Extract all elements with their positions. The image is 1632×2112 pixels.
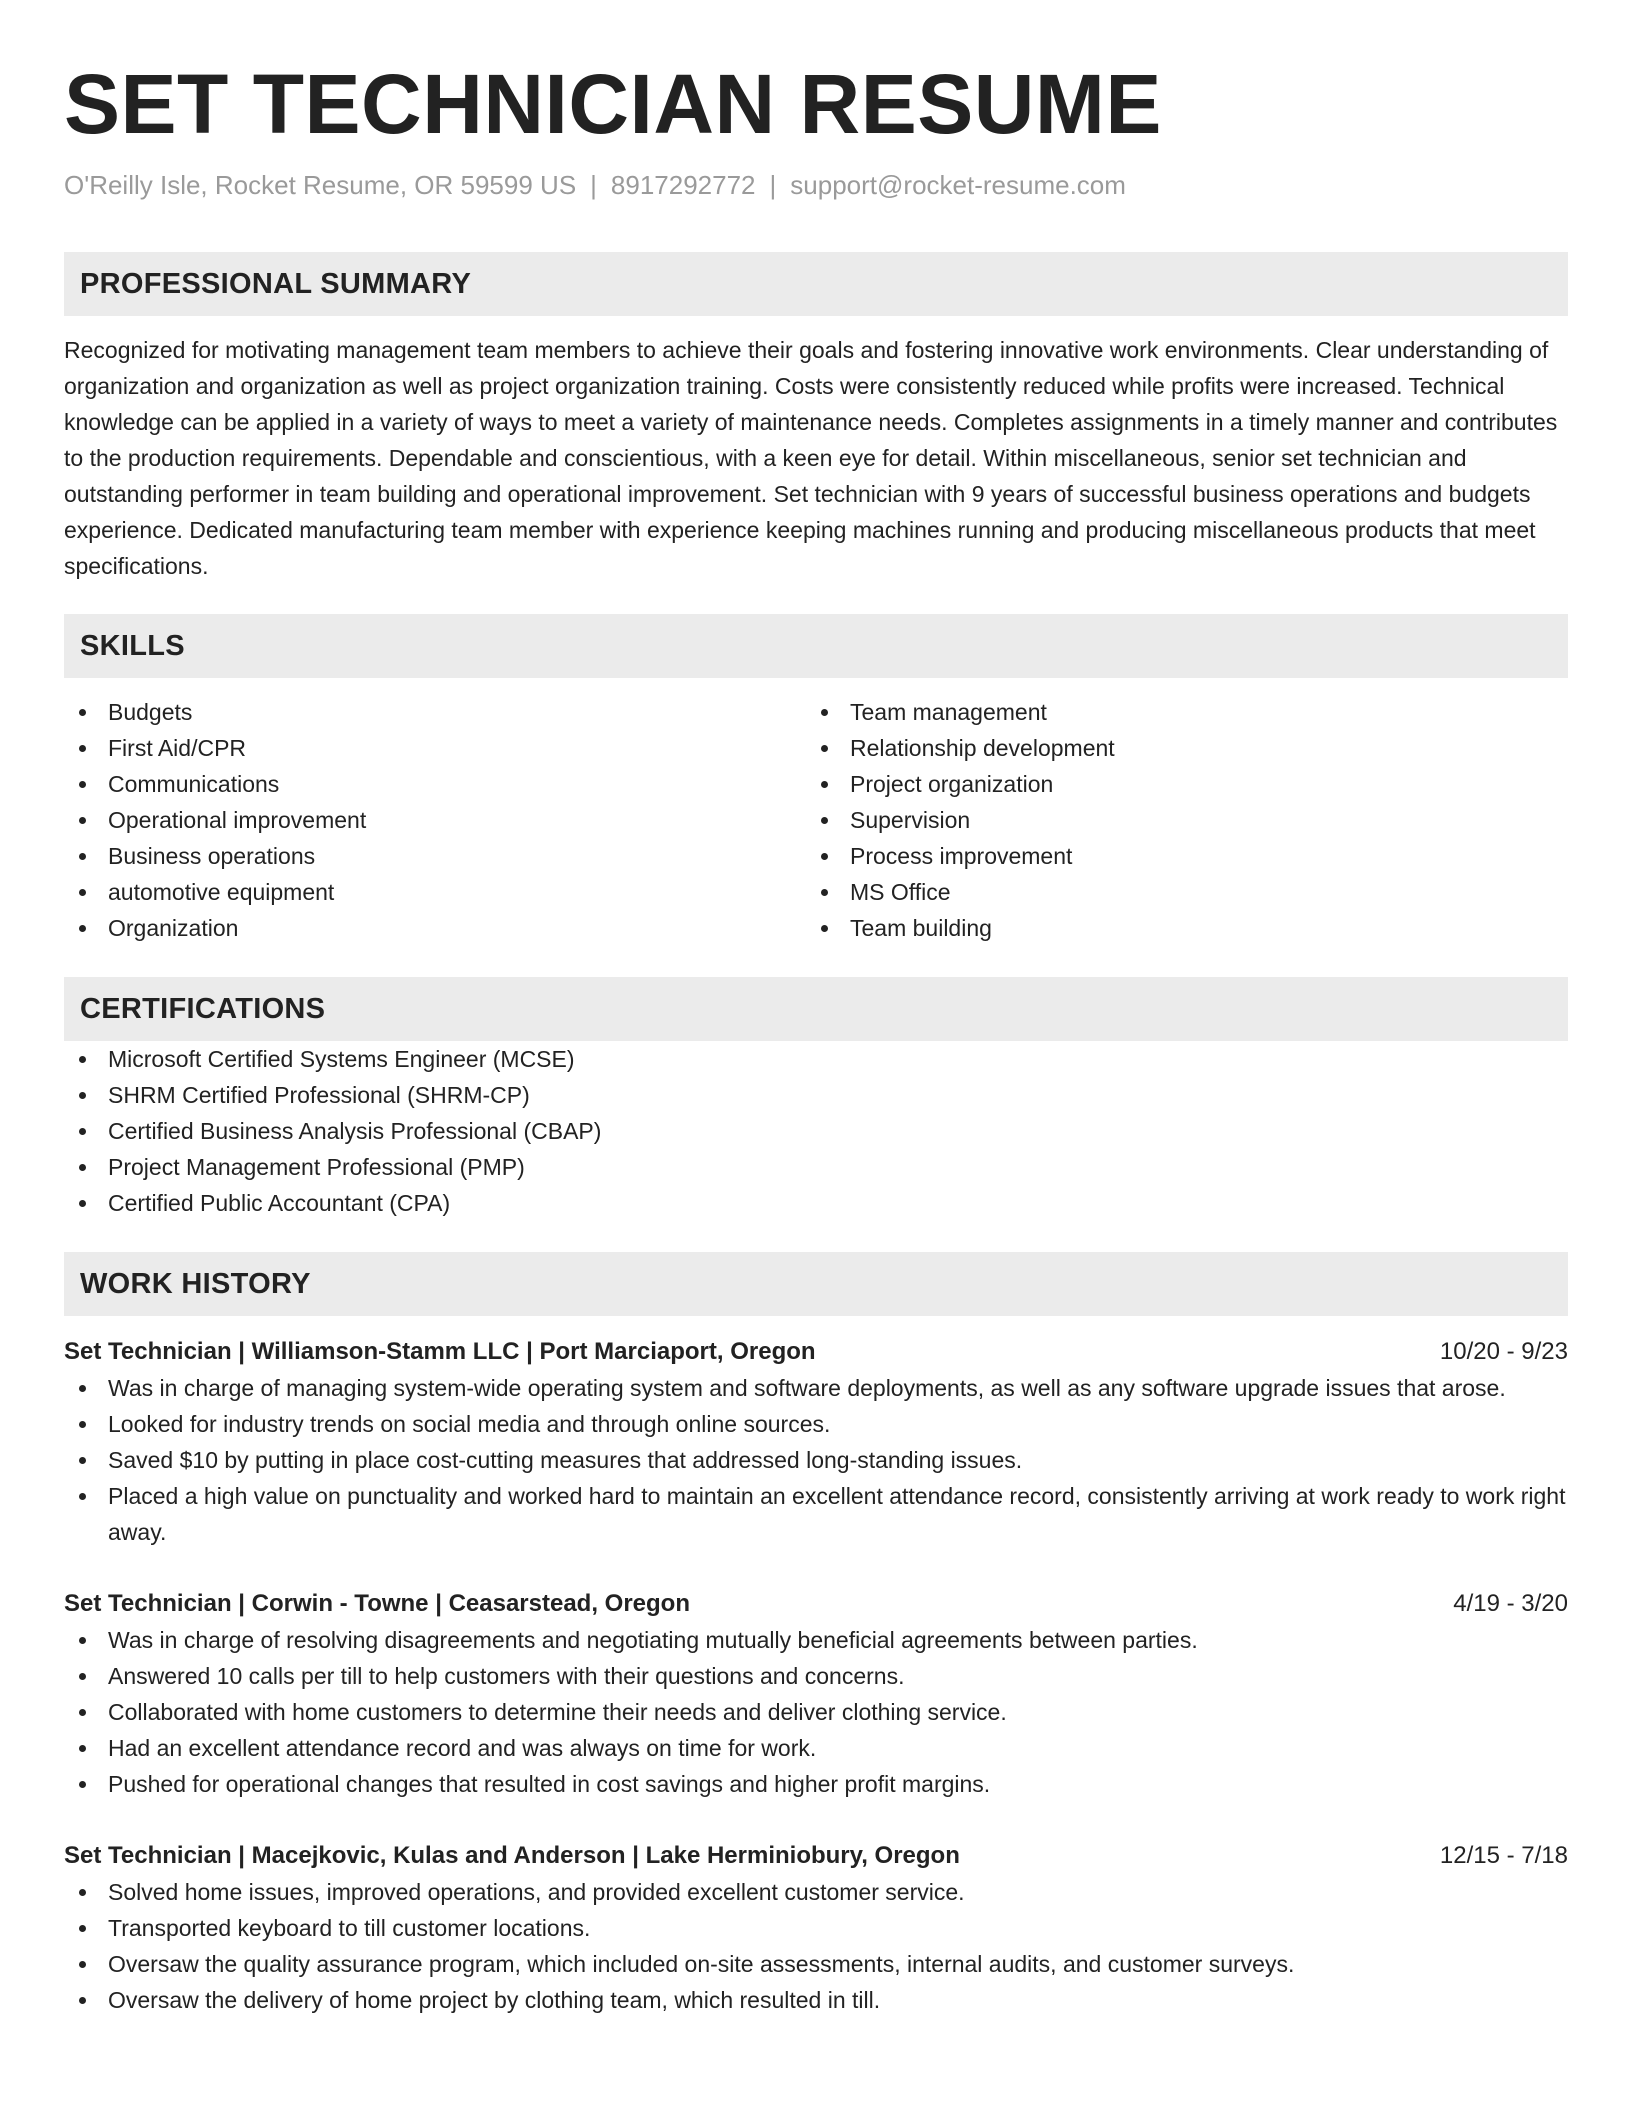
skill-item: Project organization — [806, 766, 1548, 802]
job-bullet: Transported keyboard to till customer locations. — [64, 1910, 1568, 1946]
skill-item: Organization — [64, 910, 806, 946]
job-bullets — [64, 1370, 1568, 1550]
job-entry — [64, 1334, 1568, 1550]
job-header — [64, 1838, 1568, 1874]
job-bullet: Solved home issues, improved operations, and provided excellent customer service. — [64, 1874, 1568, 1910]
work-history-heading: WORK HISTORY — [64, 1252, 1568, 1316]
job-title: Set Technician | Williamson-Stamm LLC | Port Marciaport, Oregon — [64, 1338, 816, 1365]
summary-text: Recognized for motivating management team members to achieve their goals and fostering innovative work environments. Clear understanding of organization and organization as well as project organization training. Costs were consistently reduced while profits were increased. Technical knowledge can be applied in a variety of ways to meet a variety of maintenance needs. Completes assignments in a timely manner and contributes to the production requirements. Dependable and conscientious, with a keen eye for detail. Within miscellaneous, senior set technician and outstanding performer in team building and operational improvement. Set technician with 9 years of successful business operations and budgets experience. Dedicated manufacturing team member with experience keeping machines running and producing miscellaneous products that meet specifications. — [64, 337, 1558, 579]
summary-heading: PROFESSIONAL SUMMARY — [64, 252, 1568, 316]
job-dates: 10/20 - 9/23 — [1439, 1338, 1568, 1365]
job-bullets — [64, 1622, 1568, 1802]
skill-item: Budgets — [64, 694, 806, 730]
job-bullet: Was in charge of managing system-wide operating system and software deployments, as well as any software upgrade issues that arose. — [64, 1370, 1568, 1406]
skill-item: Operational improvement — [64, 802, 806, 838]
job-header — [64, 1334, 1568, 1370]
skills-columns — [64, 694, 1568, 946]
certification-item: SHRM Certified Professional (SHRM-CP) — [64, 1077, 1568, 1113]
job-entry — [64, 1586, 1568, 1802]
contact-email: support@rocket-resume.com — [790, 170, 1126, 200]
job-title: Set Technician | Corwin - Towne | Ceasarstead, Oregon — [64, 1590, 691, 1617]
certification-item: Microsoft Certified Systems Engineer (MCSE) — [64, 1041, 1568, 1077]
job-bullet: Oversaw the quality assurance program, which included on-site assessments, internal audits, and customer surveys. — [64, 1946, 1568, 1982]
job-bullet: Collaborated with home customers to determine their needs and deliver clothing service. — [64, 1694, 1568, 1730]
certification-item: Project Management Professional (PMP) — [64, 1149, 1568, 1185]
contact-separator: | — [590, 170, 597, 200]
skill-item: First Aid/CPR — [64, 730, 806, 766]
skills-list-left — [64, 694, 806, 946]
job-dates: 4/19 - 3/20 — [1453, 1590, 1568, 1617]
resume-title: SET TECHNICIAN RESUME — [64, 57, 1162, 151]
skill-item: automotive equipment — [64, 874, 806, 910]
contact-separator: | — [769, 170, 777, 200]
job-bullet: Oversaw the delivery of home project by clothing team, which resulted in till. — [64, 1982, 1568, 2018]
skill-item: Process improvement — [806, 838, 1548, 874]
contact-address: O'Reilly Isle, Rocket Resume, OR 59599 US — [64, 170, 577, 200]
job-bullet: Pushed for operational changes that resulted in cost savings and higher profit margins. — [64, 1766, 1568, 1802]
skill-item: MS Office — [806, 874, 1548, 910]
skill-item: Business operations — [64, 838, 806, 874]
certifications-list — [64, 1041, 1568, 1221]
job-bullet: Answered 10 calls per till to help customers with their questions and concerns. — [64, 1658, 1568, 1694]
contact-line — [64, 168, 1568, 202]
job-header — [64, 1586, 1568, 1622]
job-bullet: Saved $10 by putting in place cost-cutting measures that addressed long-standing issues. — [64, 1442, 1568, 1478]
certification-item: Certified Public Accountant (CPA) — [64, 1185, 1568, 1221]
skill-item: Team building — [806, 910, 1548, 946]
skill-item: Supervision — [806, 802, 1548, 838]
resume-page — [64, 0, 1568, 2018]
job-bullet: Had an excellent attendance record and was always on time for work. — [64, 1730, 1568, 1766]
certifications-heading: CERTIFICATIONS — [64, 977, 1568, 1041]
skill-item: Team management — [806, 694, 1548, 730]
certification-item: Certified Business Analysis Professional (CBAP) — [64, 1113, 1568, 1149]
job-title: Set Technician | Macejkovic, Kulas and Anderson | Lake Herminiobury, Oregon — [64, 1842, 960, 1869]
job-bullet: Was in charge of resolving disagreements and negotiating mutually beneficial agreements between parties. — [64, 1622, 1568, 1658]
job-bullet: Looked for industry trends on social media and through online sources. — [64, 1406, 1568, 1442]
job-dates: 12/15 - 7/18 — [1439, 1842, 1568, 1869]
job-bullet: Placed a high value on punctuality and worked hard to maintain an excellent attendance record, consistently arriving at work ready to work right away. — [64, 1478, 1568, 1550]
skill-item: Communications — [64, 766, 806, 802]
skills-list-right — [806, 694, 1548, 946]
contact-phone: 8917292772 — [610, 170, 756, 200]
job-bullets — [64, 1874, 1568, 2018]
skills-heading: SKILLS — [64, 614, 1568, 678]
skill-item: Relationship development — [806, 730, 1548, 766]
job-entry — [64, 1838, 1568, 2018]
